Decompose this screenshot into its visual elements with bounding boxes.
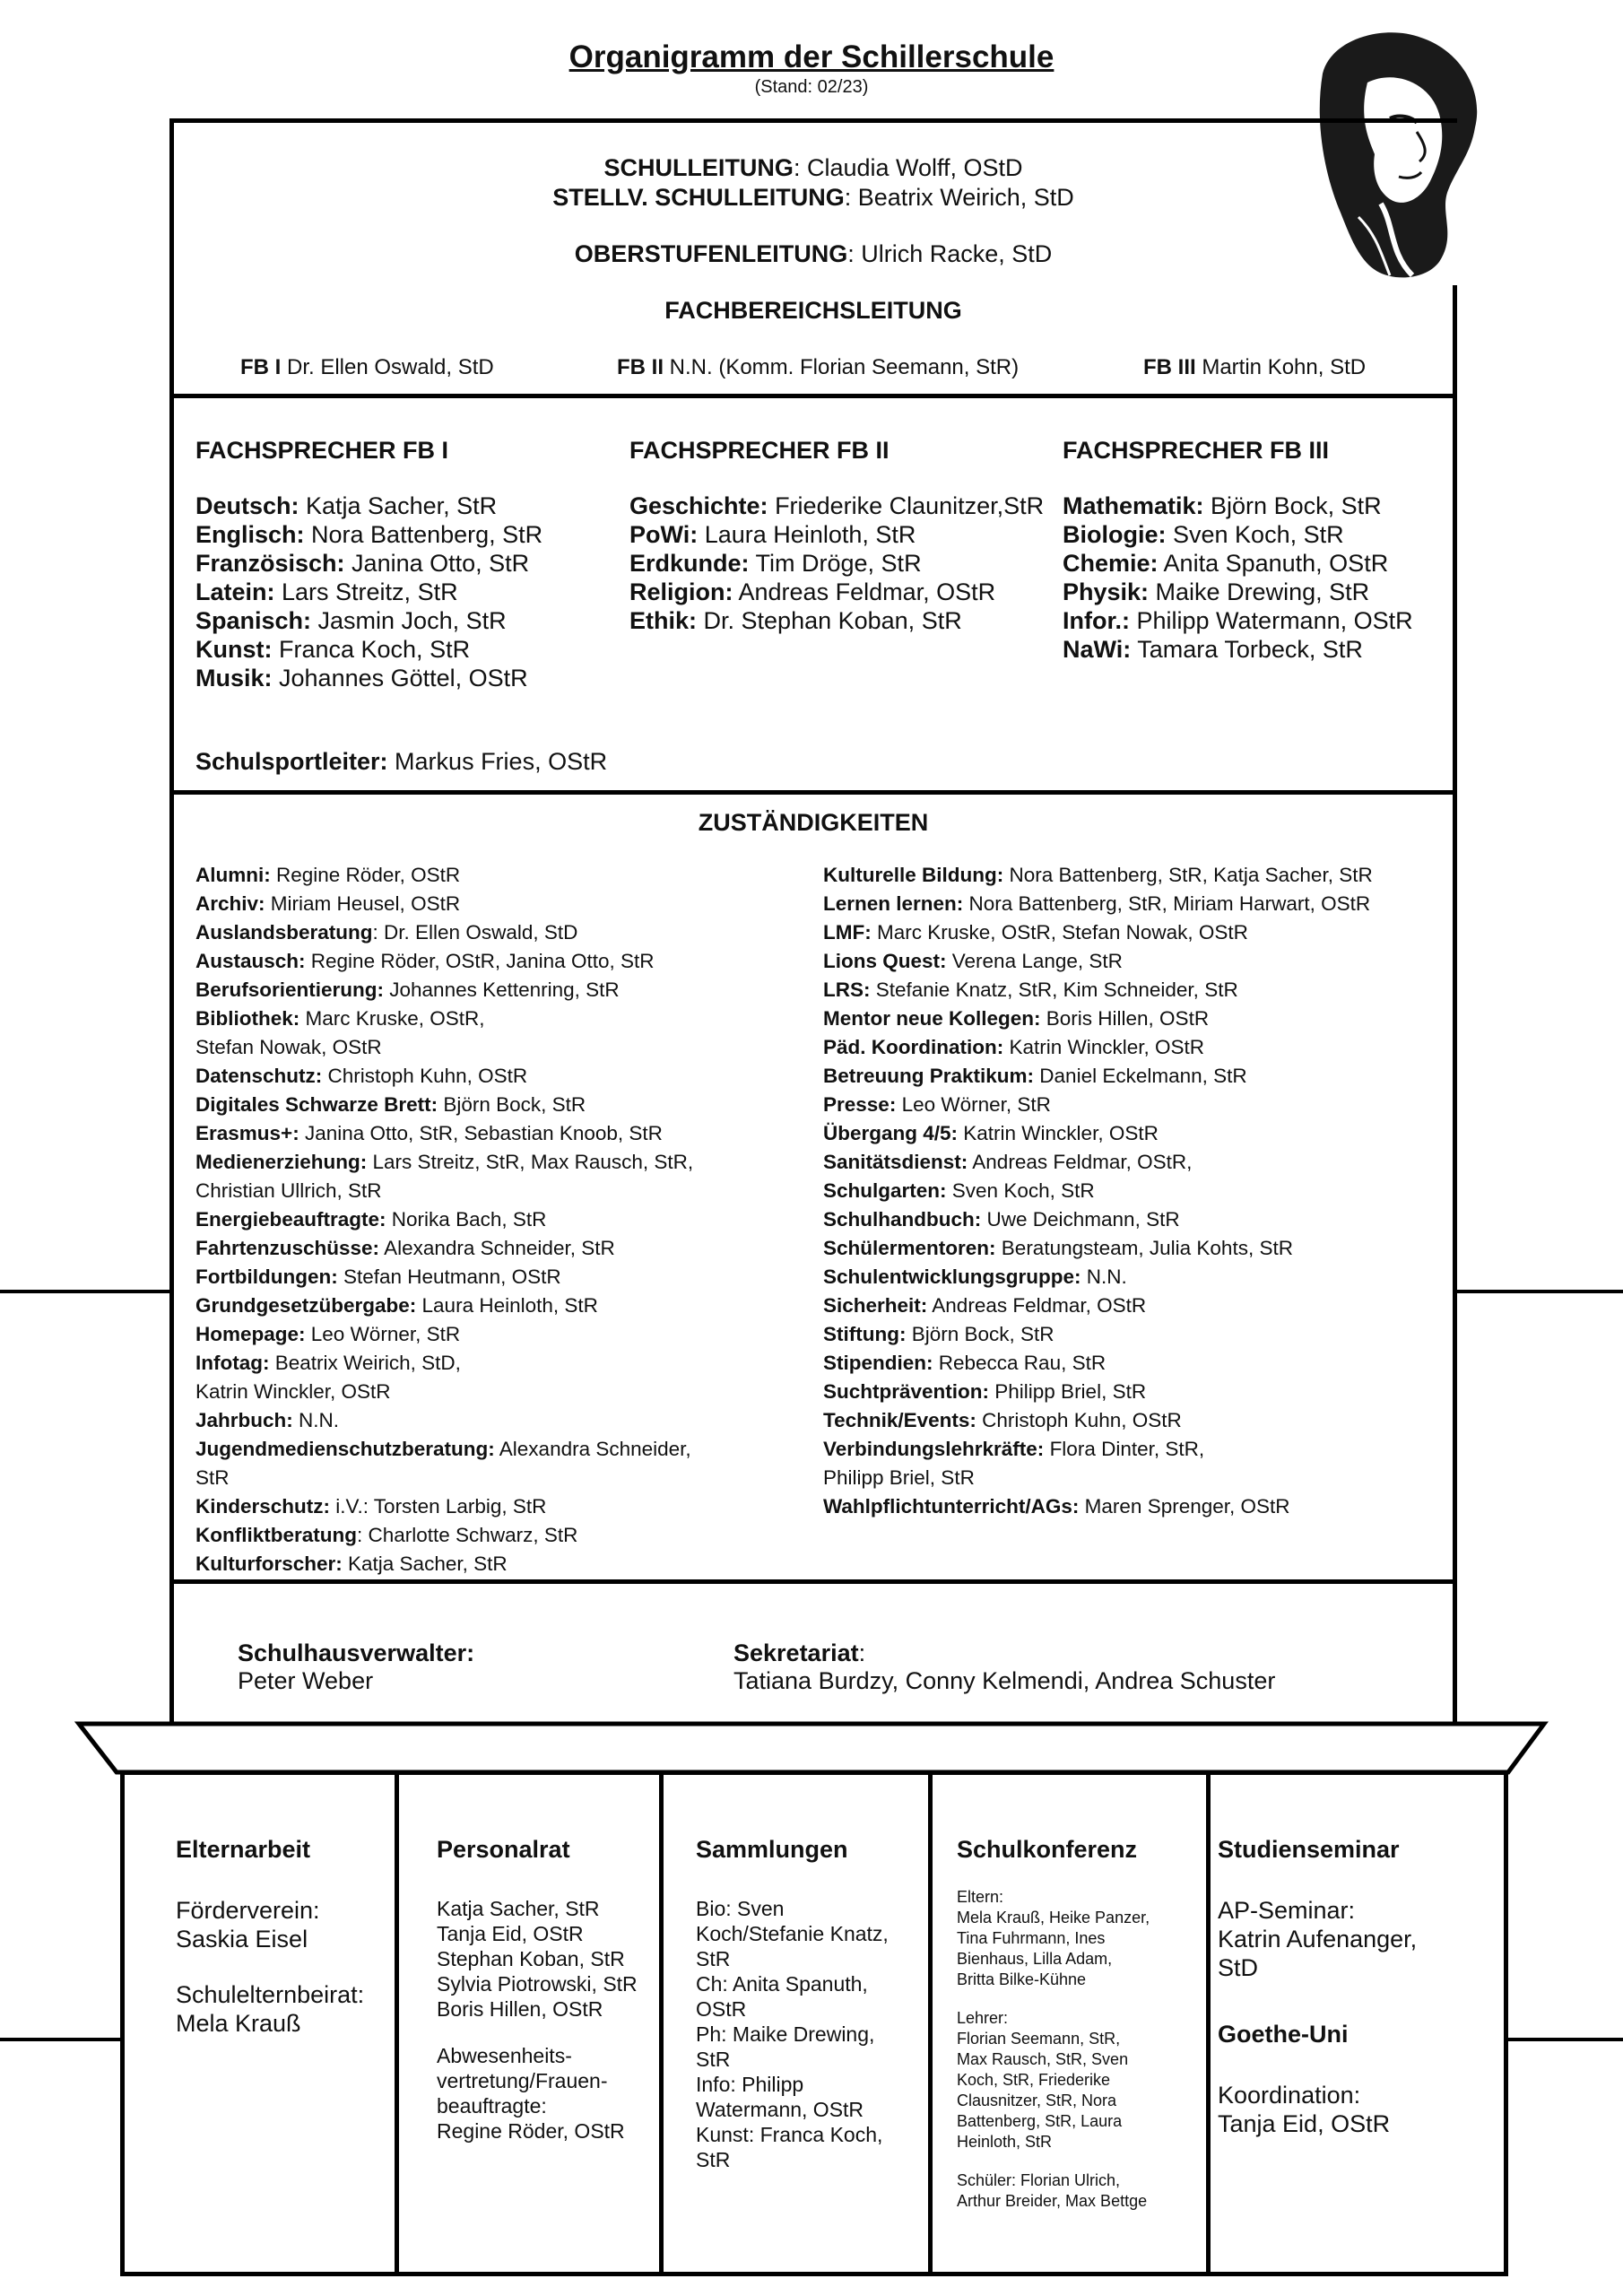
- column-line: Info: Philipp: [696, 2073, 804, 2096]
- col-sammlungen: Sammlungen Bio: Sven Koch/Stefanie Knatz, StR Ch: Anita Spanuth, OStR Ph: Maike Drewing, StR Info: Philipp Watermann, OStR Kunst: Franca Koch, StR: [696, 1837, 924, 2172]
- zust-item: Jahrbuch: N.N.: [195, 1409, 340, 1431]
- fachsprecher-fb3: FACHSPRECHER FB III Mathematik: Björn Bock, StR Biologie: Sven Koch, StR Chemie: Anita Spanuth, OStR Physik: Maike Drewing, StR Infor.: Philipp Watermann, OStR NaWi: Tamara Torbeck, StR: [1063, 437, 1413, 663]
- col-elternarbeit: Elternarbeit Förderverein: Saskia Eisel Schulelternbeirat: Mela Krauß: [176, 1837, 386, 2038]
- column-line: Battenberg, StR, Laura: [957, 2112, 1123, 2130]
- column-line: Abwesenheits-: [437, 2044, 572, 2067]
- zust-item: Erasmus+: Janina Otto, StR, Sebastian Knoob, StR: [195, 1122, 663, 1144]
- left-connector-bottom: [0, 2038, 122, 2041]
- zust-item: Päd. Koordination: Katrin Winckler, OStR: [823, 1036, 1205, 1058]
- column-line: Mela Krauß: [176, 2010, 301, 2037]
- column-line: StR: [696, 2048, 731, 2071]
- column-line: [176, 1953, 386, 1980]
- schulsportleiter: Schulsportleiter: Markus Fries, OStR: [195, 748, 608, 775]
- column-line: Ch: Anita Spanuth,: [696, 1972, 868, 1996]
- zust-item: Technik/Events: Christoph Kuhn, OStR: [823, 1409, 1182, 1431]
- column-line: OStR: [696, 1997, 747, 2021]
- column-line: Tanja Eid, OStR: [1218, 2110, 1391, 2137]
- right-connector-bottom: [1505, 2038, 1623, 2041]
- zust-item: Infotag: Beatrix Weirich, StD,: [195, 1352, 461, 1374]
- fachsprecher-fb1: FACHSPRECHER FB I Deutsch: Katja Sacher, StR Englisch: Nora Battenberg, StR Französisch: Janina Otto, StR Latein: Lars Streitz, StR Spanisch: Jasmin Joch, StR Kunst: Franca Koch, StR Musik: Johannes Göttel, OStR: [195, 437, 543, 691]
- zust-item: Sanitätsdienst: Andreas Feldmar, OStR,: [823, 1151, 1193, 1173]
- right-connector-top: [1454, 1290, 1623, 1293]
- zust-item: Berufsorientierung: Johannes Kettenring, StR: [195, 978, 620, 1001]
- page-title: Organigramm der Schillerschule: [568, 39, 1055, 74]
- column-line: Stephan Koban, StR: [437, 1947, 625, 1970]
- zust-item: Medienerziehung: Lars Streitz, StR, Max Rausch, StR,: [195, 1151, 694, 1173]
- column-line: [957, 1990, 1203, 2008]
- zust-item: Homepage: Leo Wörner, StR: [195, 1323, 461, 1345]
- zust-item: Grundgesetzübergabe: Laura Heinloth, StR: [195, 1294, 598, 1317]
- column-line: Max Rausch, StR, Sven: [957, 2050, 1129, 2068]
- column-line: Watermann, OStR: [696, 2098, 864, 2121]
- col-studienseminar: Studienseminar AP-Seminar: Katrin Aufenanger, StD Goethe-Uni Koordination: Tanja Eid, OStR: [1218, 1837, 1505, 2138]
- column-line: Katja Sacher, StR: [437, 1897, 600, 1920]
- column-line: Ph: Maike Drewing,: [696, 2022, 875, 2046]
- stellv-schulleitung-line: STELLV. SCHULLEITUNG: Beatrix Weirich, StD: [552, 184, 1074, 211]
- zust-item: Bibliothek: Marc Kruske, OStR,: [195, 1007, 485, 1030]
- zust-item: Konfliktberatung: Charlotte Schwarz, StR: [195, 1524, 578, 1546]
- zust-item: Stipendien: Rebecca Rau, StR: [823, 1352, 1107, 1374]
- leitung-block: [169, 154, 1457, 325]
- fachsprecher-fb2: FACHSPRECHER FB II Geschichte: Friederike Claunitzer,StR PoWi: Laura Heinloth, StR Erdkunde: Tim Dröge, StR Religion: Andreas Feldmar, OStR Ethik: Dr. Stephan Koban, StR: [629, 437, 1045, 634]
- column-line: Förderverein:: [176, 1897, 320, 1924]
- zust-item: Schulhandbuch: Uwe Deichmann, StR: [823, 1208, 1180, 1231]
- zust-item: Kulturelle Bildung: Nora Battenberg, StR, Katja Sacher, StR: [823, 864, 1373, 886]
- zust-item: Schulentwicklungsgruppe: N.N.: [823, 1265, 1127, 1288]
- column-line: Koordination:: [1218, 2082, 1361, 2109]
- column-line: Saskia Eisel: [176, 1926, 308, 1952]
- zust-item: Fahrtenzuschüsse: Alexandra Schneider, StR: [195, 1237, 615, 1259]
- column-line: Arthur Breider, Max Bettge: [957, 2192, 1148, 2210]
- column-line: Koch/Stefanie Knatz,: [696, 1922, 889, 1945]
- column-line: Eltern:: [957, 1888, 1004, 1906]
- zust-item: Fortbildungen: Stefan Heutmann, OStR: [195, 1265, 561, 1288]
- zust-item: Austausch: Regine Röder, OStR, Janina Otto, StR: [195, 950, 655, 972]
- column-line: Lehrer:: [957, 2009, 1009, 2027]
- zust-item: Lions Quest: Verena Lange, StR: [823, 950, 1123, 972]
- zust-item: Stiftung: Björn Bock, StR: [823, 1323, 1055, 1345]
- zust-item: Jugendmedienschutzberatung: Alexandra Schneider,: [195, 1438, 691, 1460]
- zust-item: Kinderschutz: i.V.: Torsten Larbig, StR: [195, 1495, 547, 1518]
- column-line: [957, 2152, 1203, 2170]
- zust-item: Kulturforscher: Katja Sacher, StR: [195, 1552, 508, 1575]
- zust-item: Auslandsberatung: Dr. Ellen Oswald, StD: [195, 921, 578, 944]
- zustaendigkeiten-left: [195, 861, 823, 1578]
- column-line: AP-Seminar:: [1218, 1897, 1356, 1924]
- page-subtitle: (Stand: 02/23): [754, 77, 869, 97]
- fachbereichsleitung-title: FACHBEREICHSLEITUNG: [664, 297, 962, 324]
- zust-item: Betreuung Praktikum: Daniel Eckelmann, StR: [823, 1065, 1247, 1087]
- zust-item: Philipp Briel, StR: [823, 1466, 975, 1489]
- fb1-lead: FB I Dr. Ellen Oswald, StD: [240, 355, 494, 379]
- column-line: Tanja Eid, OStR: [437, 1922, 584, 1945]
- column-line: Boris Hillen, OStR: [437, 1997, 603, 2021]
- column-line: Mela Krauß, Heike Panzer,: [957, 1909, 1150, 1926]
- zust-item: StR: [195, 1466, 230, 1489]
- column-line: Britta Bilke-Kühne: [957, 1970, 1087, 1988]
- zust-item: Stefan Nowak, OStR: [195, 1036, 382, 1058]
- column-line: vertretung/Frauen-: [437, 2069, 608, 2092]
- zust-item: Suchtprävention: Philipp Briel, StR: [823, 1380, 1147, 1403]
- column-line: StD: [1218, 1954, 1259, 1981]
- zust-item: Verbindungslehrkräfte: Flora Dinter, StR,: [823, 1438, 1205, 1460]
- zust-item: Datenschutz: Christoph Kuhn, OStR: [195, 1065, 528, 1087]
- zust-item: Energiebeauftragte: Norika Bach, StR: [195, 1208, 547, 1231]
- column-line: Schulelternbeirat:: [176, 1981, 365, 2008]
- zust-item: Schulgarten: Sven Koch, StR: [823, 1179, 1095, 1202]
- base-trapezoid: [0, 1713, 1623, 1776]
- column-line: beauftragte:: [437, 2094, 547, 2118]
- column-line: Regine Röder, OStR: [437, 2119, 625, 2143]
- zustaendigkeiten-title: ZUSTÄNDIGKEITEN: [698, 809, 929, 836]
- schulleitung-line: SCHULLEITUNG: Claudia Wolff, OStD: [603, 154, 1023, 181]
- zust-item: Übergang 4/5: Katrin Winckler, OStR: [823, 1122, 1159, 1144]
- oberstufenleitung-line: OBERSTUFENLEITUNG: Ulrich Racke, StD: [574, 240, 1053, 267]
- column-line: StR: [696, 2148, 731, 2171]
- zust-item: Wahlpflichtunterricht/AGs: Maren Sprenger, OStR: [823, 1495, 1290, 1518]
- left-connector-top: [0, 1290, 172, 1293]
- zust-item: Digitales Schwarze Brett: Björn Bock, StR: [195, 1093, 586, 1116]
- zust-item: Lernen lernen: Nora Battenberg, StR, Miriam Harwart, OStR: [823, 892, 1371, 915]
- column-line: Kunst: Franca Koch,: [696, 2123, 883, 2146]
- zust-item: Katrin Winckler, OStR: [195, 1380, 391, 1403]
- zust-item: LMF: Marc Kruske, OStR, Stefan Nowak, OStR: [823, 921, 1248, 944]
- sekretariat: Sekretariat: Tatiana Burdzy, Conny Kelmendi, Andrea Schuster: [733, 1639, 1276, 1694]
- zust-item: Schülermentoren: Beratungsteam, Julia Kohts, StR: [823, 1237, 1293, 1259]
- schulhausverwalter: Schulhausverwalter: Peter Weber: [238, 1639, 475, 1694]
- col-schulkonferenz: Schulkonferenz Eltern: Mela Krauß, Heike Panzer, Tina Fuhrmann, Ines Bienhaus, Lilla Adam, Britta Bilke-Kühne Lehrer: Florian Seemann, StR, Max Rausch, StR, Sven Koch, StR, Friederike Clausnitzer, StR, Nora Battenberg, StR, Laura Heinloth, StR Schüler: Florian Ulrich, Arthur Breider, Max Bettge: [957, 1837, 1203, 2212]
- fb2-lead: FB II N.N. (Komm. Florian Seemann, StR): [617, 355, 1020, 379]
- zust-item: Christian Ullrich, StR: [195, 1179, 382, 1202]
- col-personalrat: Personalrat Katja Sacher, StR Tanja Eid, OStR Stephan Koban, StR Sylvia Piotrowski, StR Boris Hillen, OStR Abwesenheits- vertretung/Frauen- beauftragte: Regine Röder, OStR: [437, 1837, 652, 2144]
- column-line: Bienhaus, Lilla Adam,: [957, 1950, 1113, 1968]
- zust-item: LRS: Stefanie Knatz, StR, Kim Schneider, StR: [823, 978, 1238, 1001]
- column-line: Schüler: Florian Ulrich,: [957, 2171, 1121, 2189]
- column-line: Sylvia Piotrowski, StR: [437, 1972, 638, 1996]
- column-line: Tina Fuhrmann, Ines: [957, 1929, 1106, 1947]
- fb3-lead: FB III Martin Kohn, StD: [1143, 355, 1367, 379]
- column-line: Bio: Sven: [696, 1897, 785, 1920]
- column-line: Koch, StR, Friederike: [957, 2071, 1111, 2089]
- zust-item: Presse: Leo Wörner, StR: [823, 1093, 1051, 1116]
- column-line: Heinloth, StR: [957, 2133, 1053, 2151]
- column-line: Katrin Aufenanger,: [1218, 1926, 1418, 1952]
- column-line: Florian Seemann, StR,: [957, 2030, 1121, 2048]
- zust-item: Sicherheit: Andreas Feldmar, OStR: [823, 1294, 1147, 1317]
- column-line: [437, 2022, 652, 2043]
- zust-item: Mentor neue Kollegen: Boris Hillen, OStR: [823, 1007, 1210, 1030]
- column-line: Clausnitzer, StR, Nora: [957, 2092, 1117, 2109]
- zust-item: Archiv: Miriam Heusel, OStR: [195, 892, 461, 915]
- zust-item: Alumni: Regine Röder, OStR: [195, 864, 461, 886]
- column-line: StR: [696, 1947, 731, 1970]
- zustaendigkeiten-right: [823, 861, 1451, 1521]
